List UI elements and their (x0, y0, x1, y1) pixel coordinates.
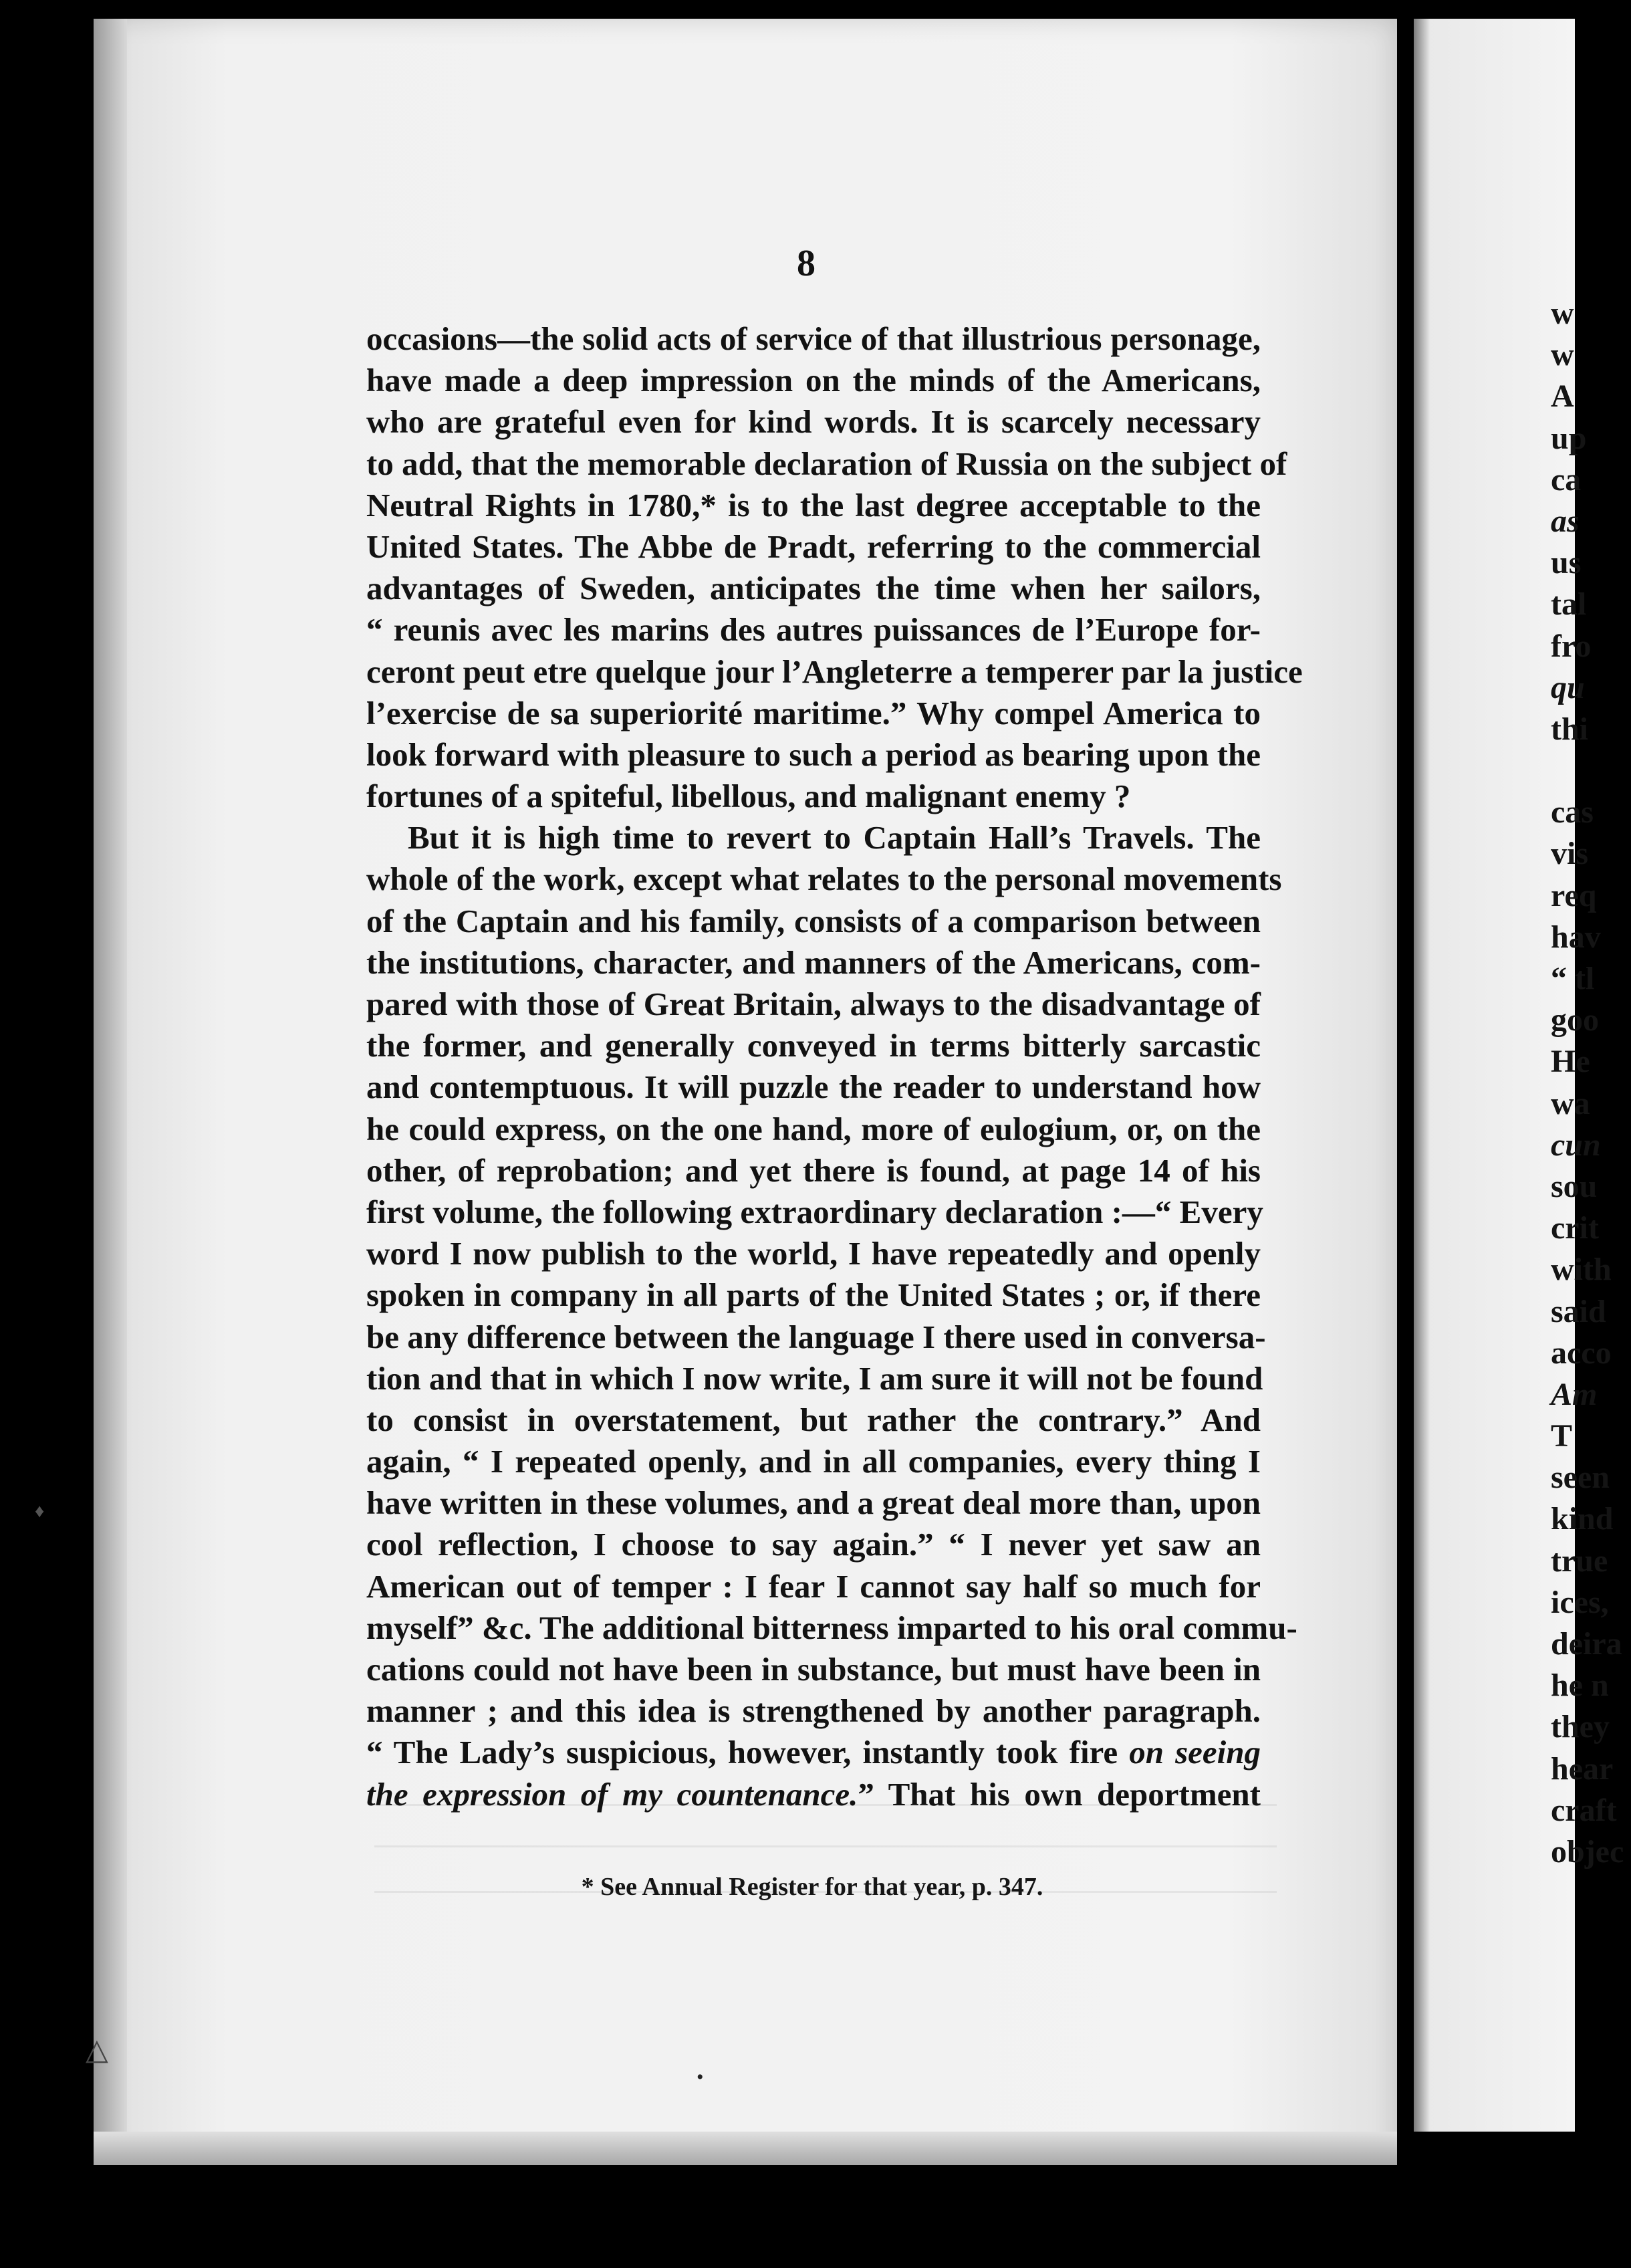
text-line-start: “ The Lady’s suspicious, however, instantly took fire (366, 1734, 1118, 1771)
adjacent-fragment: hear (1551, 1750, 1614, 1787)
adjacent-fragment: cun (1551, 1127, 1601, 1163)
text-line: Neutral Rights in 1780,* is to the last degree acceptable to the (366, 486, 1261, 524)
adjacent-fragment: deira (1551, 1626, 1622, 1662)
adjacent-fragment: He (1551, 1044, 1590, 1080)
page-number: 8 (797, 243, 816, 284)
text-line: and contemptuous. It will puzzle the reader to understand how (366, 1068, 1261, 1106)
text-line: advantages of Sweden, anticipates the time when her sailors, (366, 570, 1261, 607)
text-line: tion and that in which I now write, I am sure it will not be found (366, 1359, 1263, 1397)
text-line: spoken in company in all parts of the United States ; or, if there (366, 1276, 1261, 1314)
adjacent-fragment: qu (1551, 669, 1585, 705)
adjacent-fragment: acco (1551, 1335, 1612, 1371)
adjacent-fragment: objec (1551, 1833, 1624, 1869)
italic-phrase: on seeing (1129, 1734, 1261, 1771)
text-line: United States. The Abbe de Pradt, referring to the commercial (366, 528, 1261, 565)
adjacent-fragment: fro (1551, 628, 1592, 664)
adjacent-fragment: us (1551, 545, 1582, 581)
scan-artifact-triangle-icon: △ (86, 2033, 108, 2066)
adjacent-fragment: craft (1551, 1792, 1617, 1828)
text-line: the institutions, character, and manners of the Americans, com- (366, 943, 1261, 981)
page-left-edge-shadow (94, 19, 127, 2165)
gutter-shadow (1414, 19, 1430, 2132)
adjacent-fragment: sou (1551, 1168, 1598, 1204)
scan-artifact-dot-icon: • (697, 2066, 704, 2088)
text-line-italic-start: the expression of my countenance.” That his own deportment (366, 1775, 1261, 1813)
adjacent-fragment: hav (1551, 919, 1601, 955)
adjacent-fragment: goo (1551, 1002, 1599, 1038)
adjacent-fragment: with (1551, 1252, 1612, 1288)
adjacent-fragment: kind (1551, 1501, 1614, 1537)
text-line: ceront peut etre quelque jour l’Angleterre a temperer par la justice (366, 653, 1303, 690)
adjacent-fragment: ca (1551, 461, 1582, 497)
paragraph-start-line: But it is high time to revert to Captain Hall’s Travels. The (408, 819, 1261, 857)
body-text (366, 318, 1303, 1815)
adjacent-fragment: T (1551, 1418, 1573, 1454)
text-line: be any difference between the language I there used in conversa- (366, 1318, 1266, 1355)
adjacent-fragment: crit (1551, 1210, 1599, 1246)
adjacent-fragment: wa (1551, 1085, 1590, 1121)
italic-phrase: the expression of my countenance. (366, 1775, 858, 1813)
text-line: have written in these volumes, and a great deal more than, upon (366, 1484, 1261, 1522)
adjacent-fragment: seen (1551, 1460, 1610, 1496)
footnote: * See Annual Register for that year, p. 347. (581, 1873, 1043, 1901)
adjacent-fragment: as (1551, 503, 1580, 539)
adjacent-fragment: req (1551, 877, 1597, 913)
adjacent-fragment: cas (1551, 794, 1594, 830)
text-line: cations could not have been in substance, but must have been in (366, 1651, 1261, 1688)
text-line: whole of the work, except what relates to the personal movements (366, 861, 1282, 898)
bleed-through-line (374, 1845, 1277, 1847)
adjacent-fragment: w (1551, 296, 1574, 331)
adjacent-fragment: they (1551, 1709, 1610, 1745)
adjacent-fragment: thi (1551, 711, 1589, 747)
adjacent-fragment: he n (1551, 1668, 1609, 1704)
text-line: first volume, the following extraordinary declaration :—“ Every (366, 1193, 1263, 1230)
text-line: myself” &c. The additional bitterness imparted to his oral commu- (366, 1609, 1297, 1646)
adjacent-fragment: Am (1551, 1376, 1598, 1412)
text-line: American out of temper : I fear I cannot say half so much for (366, 1567, 1261, 1605)
adjacent-fragment: tal (1551, 586, 1587, 622)
adjacent-fragment: up (1551, 420, 1587, 456)
text-line: of the Captain and his family, consists of a comparison between (366, 902, 1261, 939)
text-line: pared with those of Great Britain, always to the disadvantage of (366, 986, 1261, 1022)
text-line: cool reflection, I choose to say again.” “ I never yet saw an (366, 1526, 1261, 1563)
text-line: who are grateful even for kind words. It is scarcely necessary (366, 403, 1261, 441)
text-line: fortunes of a spiteful, libellous, and malignant enemy ? (366, 778, 1131, 815)
text-line: have made a deep impression on the minds of the Americans, (366, 362, 1261, 399)
text-line: again, “ I repeated openly, and in all companies, every thing I (366, 1443, 1261, 1480)
adjacent-fragment: “ tl (1551, 961, 1595, 996)
text-line: l’exercise de sa superiorité maritime.” Why compel America to (366, 694, 1261, 731)
text-line: he could express, on the one hand, more of eulogium, or, on the (366, 1110, 1261, 1147)
text-line (366, 1732, 1261, 1773)
adjacent-fragment: vis (1551, 836, 1589, 872)
text-line: occasions—the solid acts of service of that illustrious personage, (366, 320, 1261, 357)
adjacent-fragment: w (1551, 337, 1574, 373)
page-bottom-edge-shadow (94, 2132, 1397, 2165)
scan-artifact-speck-icon: ♦ (35, 1501, 45, 1522)
text-line: word I now publish to the world, I have repeatedly and openly (366, 1235, 1261, 1272)
text-line: look forward with pleasure to such a period as bearing upon the (366, 735, 1261, 773)
adjacent-fragment: ices, (1551, 1584, 1609, 1620)
adjacent-fragment: A (1551, 378, 1574, 415)
text-line: “ reunis avec les marins des autres puissances de l’Europe for- (366, 611, 1261, 649)
text-line: manner ; and this idea is strengthened by another paragraph. (366, 1692, 1261, 1730)
adjacent-page-text-fragments (1551, 293, 1631, 1873)
text-line: to consist in overstatement, but rather the contrary.” And (366, 1401, 1261, 1438)
text-line: the former, and generally conveyed in terms bitterly sarcastic (366, 1027, 1261, 1064)
text-line: to add, that the memorable declaration of Russia on the subject of (366, 445, 1287, 482)
text-line: other, of reprobation; and yet there is found, at page 14 of his (366, 1151, 1261, 1189)
adjacent-fragment (1551, 750, 1631, 792)
adjacent-fragment: said (1551, 1293, 1606, 1329)
adjacent-fragment: true (1551, 1543, 1608, 1579)
